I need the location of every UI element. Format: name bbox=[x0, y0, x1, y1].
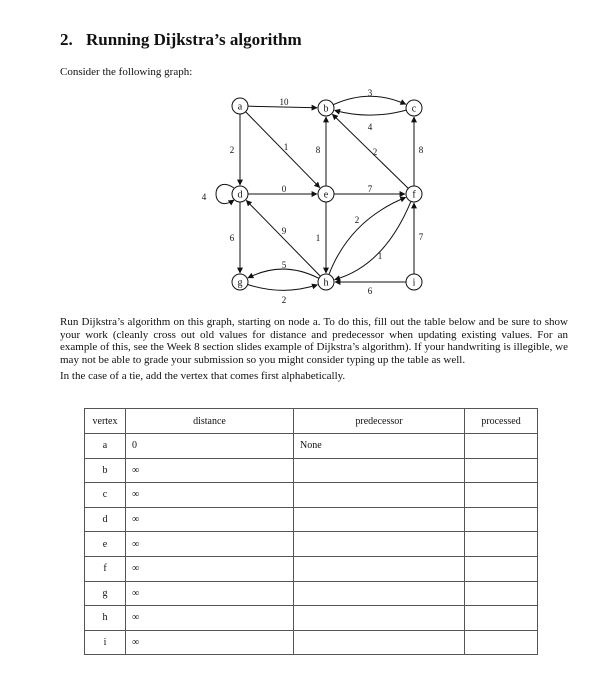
predecessor-cell[interactable] bbox=[294, 606, 465, 631]
processed-cell[interactable] bbox=[465, 507, 538, 532]
vertex-cell: d bbox=[85, 507, 126, 532]
predecessor-cell[interactable] bbox=[294, 483, 465, 508]
node-label-g: g bbox=[237, 277, 243, 289]
node-label-h: h bbox=[323, 277, 329, 289]
vertex-cell: a bbox=[85, 434, 126, 459]
node-label-e: e bbox=[323, 189, 329, 201]
edge-weight-h-g: 5 bbox=[281, 260, 287, 270]
vertex-cell: b bbox=[85, 458, 126, 483]
instructions-paragraph: Run Dijkstra’s algorithm on this graph, starting on node a. To do this, fill out the table below and be sure to show your work (cleanly cross out old values for distance and predecessor when updating existing values. For an example of this, see the Week 8 section slides example of Dijkstra’s algorithm). If your handwriting is illegible, we may not be able to grade your submission so you might consider typing up the table as well. bbox=[60, 316, 568, 366]
graph-diagram bbox=[0, 80, 614, 310]
processed-cell[interactable] bbox=[465, 434, 538, 459]
processed-cell[interactable] bbox=[465, 581, 538, 606]
edge-weight-h-d: 9 bbox=[281, 226, 287, 236]
header-vertex: vertex bbox=[85, 409, 126, 434]
table-row bbox=[85, 556, 538, 581]
edge-weight-f-h: 1 bbox=[377, 251, 383, 261]
edge-g-h bbox=[248, 284, 318, 290]
table-row bbox=[85, 434, 538, 459]
edge-weight-d-g: 6 bbox=[229, 233, 235, 243]
distance-cell[interactable]: ∞ bbox=[126, 458, 294, 483]
section-number: 2. bbox=[60, 30, 73, 49]
vertex-cell: i bbox=[85, 630, 126, 655]
predecessor-cell[interactable] bbox=[294, 507, 465, 532]
distance-cell[interactable]: ∞ bbox=[126, 606, 294, 631]
vertex-cell: f bbox=[85, 556, 126, 581]
table-row bbox=[85, 532, 538, 557]
edge-weight-e-b: 8 bbox=[315, 145, 321, 155]
edge-h-g bbox=[248, 269, 319, 278]
vertex-cell: h bbox=[85, 606, 126, 631]
predecessor-cell[interactable] bbox=[294, 556, 465, 581]
vertex-cell: e bbox=[85, 532, 126, 557]
edge-weight-e-f: 7 bbox=[367, 184, 373, 194]
processed-cell[interactable] bbox=[465, 606, 538, 631]
edge-weight-a-d: 2 bbox=[229, 145, 235, 155]
edge-weight-d-d: 4 bbox=[201, 192, 207, 202]
processed-cell[interactable] bbox=[465, 458, 538, 483]
node-label-b: b bbox=[323, 103, 329, 115]
header-predecessor: predecessor bbox=[294, 409, 465, 434]
tie-rule-paragraph: In the case of a tie, add the vertex that comes first alphabetically. bbox=[60, 370, 346, 382]
edge-f-h bbox=[335, 201, 411, 279]
table-row bbox=[85, 458, 538, 483]
table-row bbox=[85, 606, 538, 631]
processed-cell[interactable] bbox=[465, 630, 538, 655]
edge-weight-d-e: 0 bbox=[281, 184, 287, 194]
node-label-i: i bbox=[412, 277, 416, 289]
edge-weight-c-b: 4 bbox=[367, 122, 373, 132]
distance-cell[interactable]: ∞ bbox=[126, 556, 294, 581]
table-row bbox=[85, 507, 538, 532]
distance-cell[interactable]: 0 bbox=[126, 434, 294, 459]
predecessor-cell[interactable] bbox=[294, 532, 465, 557]
edge-weight-b-c: 3 bbox=[367, 88, 373, 98]
edge-weight-e-h: 1 bbox=[315, 233, 321, 243]
edge-d-d bbox=[216, 184, 234, 203]
header-distance: distance bbox=[126, 409, 294, 434]
edge-weight-f-b: 2 bbox=[372, 147, 378, 157]
distance-cell[interactable]: ∞ bbox=[126, 630, 294, 655]
vertex-cell: g bbox=[85, 581, 126, 606]
edge-weight-g-h: 2 bbox=[281, 295, 287, 305]
edge-weight-a-b: 10 bbox=[279, 97, 289, 107]
edge-a-e bbox=[246, 112, 320, 188]
edge-weight-i-h: 6 bbox=[367, 286, 373, 296]
edge-weight-h-f: 2 bbox=[354, 215, 360, 225]
table-row bbox=[85, 630, 538, 655]
predecessor-cell[interactable]: None bbox=[294, 434, 465, 459]
edge-c-b bbox=[335, 110, 407, 115]
table-row bbox=[85, 483, 538, 508]
dijkstra-table bbox=[84, 408, 538, 655]
edge-weight-a-e: 1 bbox=[283, 142, 289, 152]
node-label-c: c bbox=[411, 103, 417, 115]
vertex-cell: c bbox=[85, 483, 126, 508]
header-processed: processed bbox=[465, 409, 538, 434]
table-header-row bbox=[85, 409, 538, 434]
distance-cell[interactable]: ∞ bbox=[126, 581, 294, 606]
processed-cell[interactable] bbox=[465, 556, 538, 581]
table-row bbox=[85, 581, 538, 606]
section-heading bbox=[60, 30, 302, 50]
distance-cell[interactable]: ∞ bbox=[126, 483, 294, 508]
distance-cell[interactable]: ∞ bbox=[126, 532, 294, 557]
predecessor-cell[interactable] bbox=[294, 458, 465, 483]
distance-cell[interactable]: ∞ bbox=[126, 507, 294, 532]
node-label-d: d bbox=[237, 189, 243, 201]
node-label-a: a bbox=[237, 101, 243, 113]
edge-weight-f-c: 8 bbox=[418, 145, 424, 155]
processed-cell[interactable] bbox=[465, 483, 538, 508]
predecessor-cell[interactable] bbox=[294, 581, 465, 606]
processed-cell[interactable] bbox=[465, 532, 538, 557]
edge-weight-i-f: 7 bbox=[418, 232, 424, 242]
node-label-f: f bbox=[412, 189, 416, 201]
intro-text: Consider the following graph: bbox=[60, 66, 193, 78]
predecessor-cell[interactable] bbox=[294, 630, 465, 655]
section-title: Running Dijkstra’s algorithm bbox=[86, 30, 302, 49]
